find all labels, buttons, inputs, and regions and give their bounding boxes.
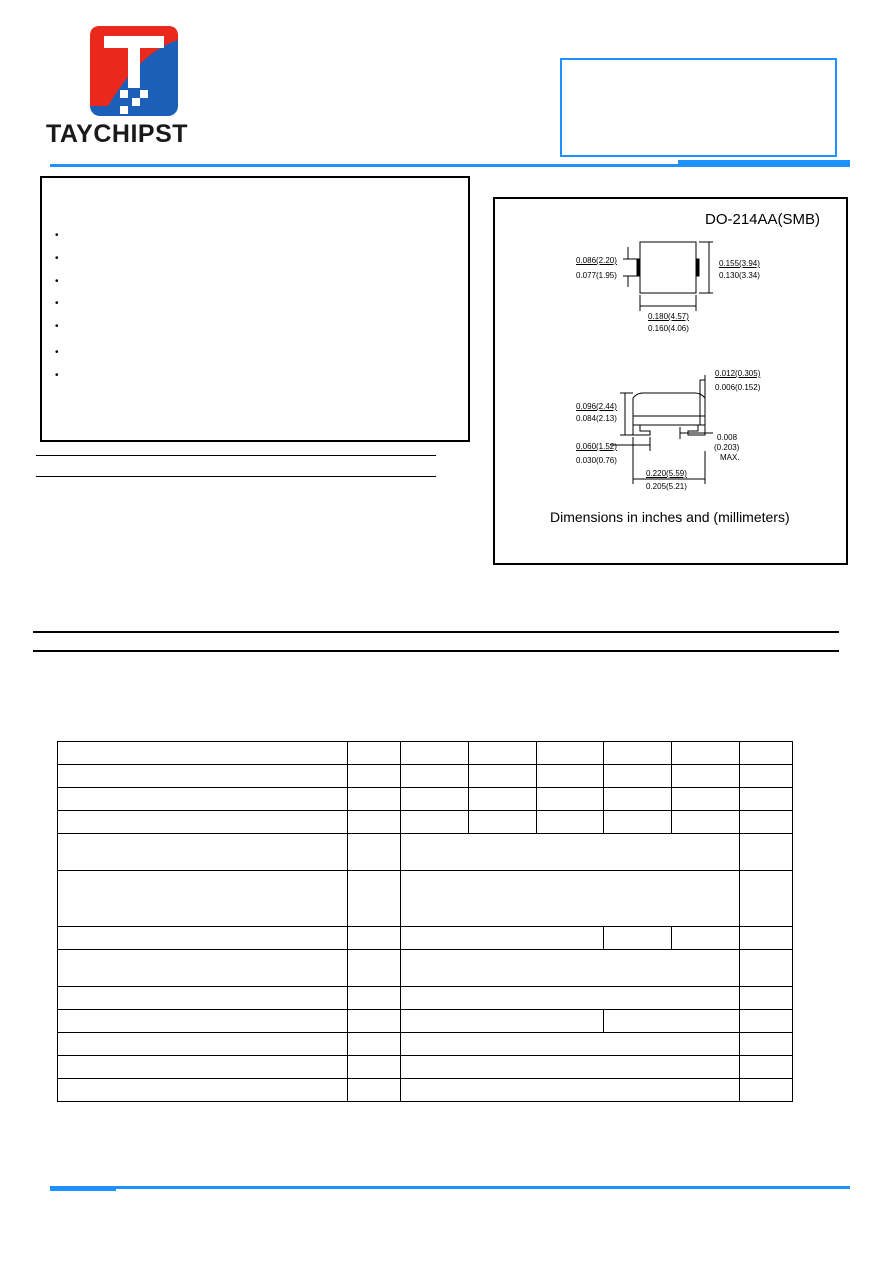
table-cell bbox=[401, 1033, 740, 1056]
table-cell bbox=[604, 811, 672, 834]
table-cell bbox=[58, 1010, 348, 1033]
table-cell bbox=[58, 834, 348, 871]
dim-label: 0.008 bbox=[717, 433, 738, 442]
dim-label: 0.180(4.57) bbox=[648, 312, 689, 321]
table-cell bbox=[469, 742, 537, 765]
mech-data-rule-bottom bbox=[36, 476, 436, 477]
table-cell bbox=[469, 765, 537, 788]
table-cell bbox=[401, 987, 740, 1010]
dim-label: 0.060(1.52) bbox=[576, 442, 617, 451]
table-row bbox=[58, 1079, 793, 1102]
feature-bullet: • bbox=[55, 298, 59, 309]
table-cell bbox=[401, 1079, 740, 1102]
dim-label: 0.205(5.21) bbox=[646, 482, 687, 491]
table-cell bbox=[348, 1079, 401, 1102]
table-cell bbox=[58, 811, 348, 834]
part-number-box bbox=[560, 58, 837, 157]
features-box bbox=[40, 176, 470, 442]
table-cell bbox=[604, 927, 672, 950]
table-cell bbox=[401, 927, 604, 950]
table-cell bbox=[401, 765, 469, 788]
table-cell bbox=[740, 950, 793, 987]
table-cell bbox=[58, 987, 348, 1010]
table-row bbox=[58, 788, 793, 811]
dim-label: 0.030(0.76) bbox=[576, 456, 617, 465]
table-row bbox=[58, 765, 793, 788]
brand-name: TAYCHIPST bbox=[46, 120, 189, 148]
table-cell bbox=[740, 811, 793, 834]
table-cell bbox=[604, 1010, 740, 1033]
table-cell bbox=[469, 811, 537, 834]
table-cell bbox=[537, 811, 604, 834]
table-cell bbox=[348, 765, 401, 788]
table-cell bbox=[348, 987, 401, 1010]
table-cell bbox=[58, 927, 348, 950]
table-cell bbox=[348, 834, 401, 871]
header-rule-thin bbox=[50, 164, 850, 167]
table-row bbox=[58, 742, 793, 765]
ratings-table bbox=[57, 741, 793, 1102]
table-cell bbox=[740, 927, 793, 950]
table-cell bbox=[740, 1079, 793, 1102]
table-row bbox=[58, 834, 793, 871]
table-row bbox=[58, 1033, 793, 1056]
table-row bbox=[58, 987, 793, 1010]
dim-label: 0.220(5.59) bbox=[646, 469, 687, 478]
feature-bullet: • bbox=[55, 321, 59, 332]
table-cell bbox=[401, 1010, 604, 1033]
table-cell bbox=[348, 742, 401, 765]
table-cell bbox=[58, 1079, 348, 1102]
feature-bullet: • bbox=[55, 370, 59, 381]
table-cell bbox=[58, 788, 348, 811]
table-cell bbox=[537, 742, 604, 765]
dim-label: 0.086(2.20) bbox=[576, 256, 617, 265]
table-cell bbox=[58, 1033, 348, 1056]
table-cell bbox=[740, 834, 793, 871]
table-row bbox=[58, 927, 793, 950]
table-cell bbox=[401, 834, 740, 871]
table-cell bbox=[348, 871, 401, 927]
table-cell bbox=[672, 927, 740, 950]
mech-data-rule-top bbox=[36, 455, 436, 456]
table-cell bbox=[537, 765, 604, 788]
table-cell bbox=[740, 765, 793, 788]
table-cell bbox=[348, 927, 401, 950]
table-cell bbox=[348, 788, 401, 811]
table-cell bbox=[401, 788, 469, 811]
table-cell bbox=[348, 950, 401, 987]
table-row bbox=[58, 871, 793, 927]
table-cell bbox=[401, 871, 740, 927]
table-row bbox=[58, 1056, 793, 1079]
table-cell bbox=[672, 765, 740, 788]
table-cell bbox=[672, 788, 740, 811]
table-cell bbox=[348, 1010, 401, 1033]
feature-bullet: • bbox=[55, 276, 59, 287]
table-cell bbox=[58, 871, 348, 927]
table-cell bbox=[348, 1056, 401, 1079]
table-cell bbox=[401, 742, 469, 765]
dim-label: 0.096(2.44) bbox=[576, 402, 617, 411]
table-row bbox=[58, 950, 793, 987]
dim-label: 0.077(1.95) bbox=[576, 271, 617, 280]
dim-label: 0.155(3.94) bbox=[719, 259, 760, 268]
ratings-rule-top bbox=[33, 631, 839, 633]
table-cell bbox=[740, 788, 793, 811]
table-row bbox=[58, 811, 793, 834]
table-cell bbox=[740, 1033, 793, 1056]
table-cell bbox=[58, 950, 348, 987]
table-cell bbox=[58, 1056, 348, 1079]
table-cell bbox=[672, 811, 740, 834]
table-cell bbox=[401, 950, 740, 987]
taychipst-logo-mark bbox=[90, 26, 178, 118]
dim-label: 0.084(2.13) bbox=[576, 414, 617, 423]
table-cell bbox=[537, 788, 604, 811]
table-cell bbox=[740, 871, 793, 927]
table-cell bbox=[740, 987, 793, 1010]
table-cell bbox=[740, 742, 793, 765]
table-cell bbox=[604, 742, 672, 765]
package-title: DO-214AA(SMB) bbox=[705, 211, 821, 228]
table-cell bbox=[58, 765, 348, 788]
dim-label: 0.012(0.305) bbox=[715, 369, 761, 378]
feature-bullet: • bbox=[55, 347, 59, 358]
feature-bullet: • bbox=[55, 253, 59, 264]
table-cell bbox=[672, 742, 740, 765]
dim-label: (0.203) bbox=[714, 443, 740, 452]
table-cell bbox=[348, 1033, 401, 1056]
table-cell bbox=[469, 788, 537, 811]
footer-rule-thin bbox=[50, 1186, 850, 1189]
table-cell bbox=[604, 765, 672, 788]
table-cell bbox=[604, 788, 672, 811]
dim-label: 0.006(0.152) bbox=[715, 383, 761, 392]
table-cell bbox=[401, 1056, 740, 1079]
table-cell bbox=[348, 811, 401, 834]
table-cell bbox=[58, 742, 348, 765]
dim-label: 0.160(4.06) bbox=[648, 324, 689, 333]
feature-bullet: • bbox=[55, 230, 59, 241]
table-cell bbox=[740, 1056, 793, 1079]
table-row bbox=[58, 1010, 793, 1033]
dim-label: 0.130(3.34) bbox=[719, 271, 760, 280]
package-caption: Dimensions in inches and (millimeters) bbox=[550, 509, 790, 525]
ratings-rule-bottom bbox=[33, 650, 839, 652]
header-rule-thick bbox=[678, 160, 850, 164]
table-cell bbox=[740, 1010, 793, 1033]
package-outline-box bbox=[493, 197, 848, 565]
dim-label: MAX. bbox=[720, 453, 740, 462]
table-cell bbox=[401, 811, 469, 834]
